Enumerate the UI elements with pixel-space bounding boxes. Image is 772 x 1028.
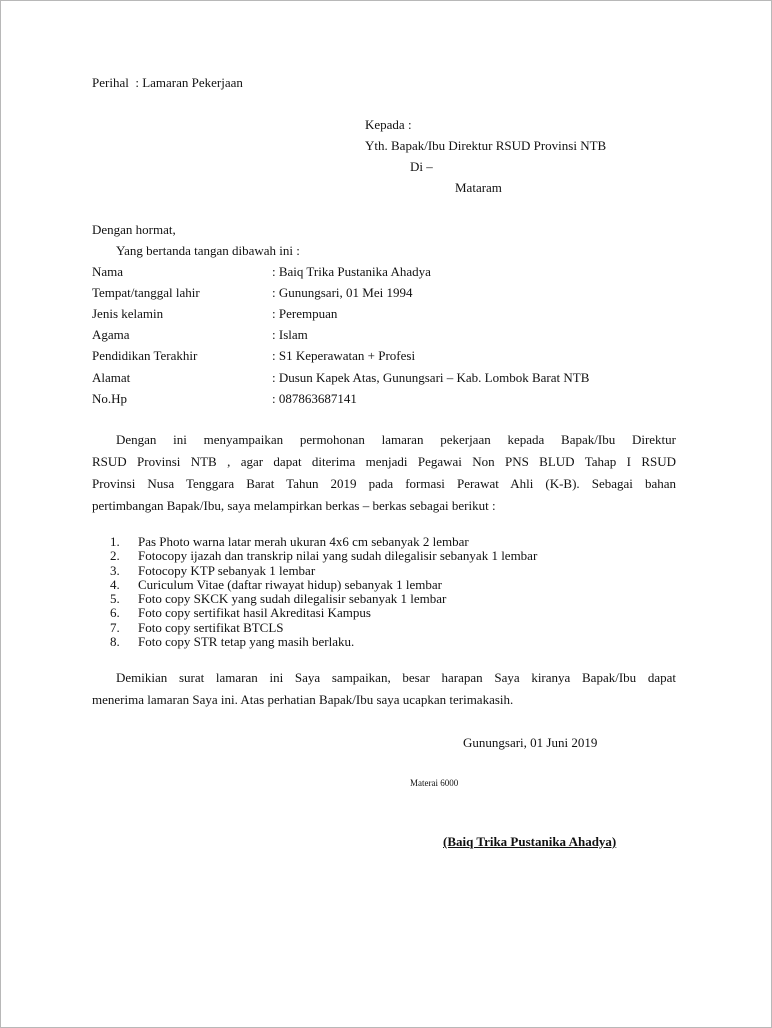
greeting: Dengan hormat, <box>92 222 176 237</box>
subject-value: Lamaran Pekerjaan <box>142 75 243 90</box>
list-item: 8. Foto copy STR tetap yang masih berlaku. <box>110 634 355 650</box>
list-item: 1. Pas Photo warna latar merah ukuran 4x6 cm sebanyak 2 lembar <box>110 534 469 549</box>
list-item: 6. Foto copy sertifikat hasil Akreditasi Kampus <box>110 605 371 621</box>
closing-line: menerima lamaran Saya ini. Atas perhatian Bapak/Ibu saya ucapkan terimakasih. <box>92 692 514 707</box>
field-label-nama: Nama <box>92 264 124 279</box>
intro-line: Yang bertanda tangan dibawah ini : <box>116 243 300 258</box>
recipient-to: Kepada : <box>365 117 412 132</box>
field-value-address: : Dusun Kapek Atas, Gunungsari – Kab. Lombok Barat NTB <box>272 370 590 385</box>
list-item: 5. Foto copy SKCK yang sudah dilegalisir sebanyak 1 lembar <box>110 591 447 607</box>
field-value-ttl: : Gunungsari, 01 Mei 1994 <box>272 285 413 300</box>
place-date: Gunungsari, 01 Juni 2019 <box>463 735 598 750</box>
subject-line <box>92 74 243 91</box>
field-value-religion: : Islam <box>272 327 308 342</box>
field-label-ttl: Tempat/tanggal lahir <box>92 285 200 300</box>
body-paragraph <box>92 429 676 517</box>
list-item: 2. Fotocopy ijazah dan transkrip nilai yang sudah dilegalisir sebanyak 1 lembar <box>110 548 538 564</box>
body-line: RSUD Provinsi NTB , agar dapat diterima menjadi Pegawai Non PNS BLUD Tahap I RSUD <box>92 454 676 469</box>
signature-name: (Baiq Trika Pustanika Ahadya) <box>443 834 617 849</box>
field-value-education: : S1 Keperawatan + Profesi <box>272 348 416 363</box>
attachment-list <box>110 535 537 649</box>
field-label-religion: Agama <box>92 327 130 342</box>
field-label-education: Pendidikan Terakhir <box>92 348 198 363</box>
subject-separator: : <box>135 75 139 90</box>
recipient-name: Yth. Bapak/Ibu Direktur RSUD Provinsi NTB <box>365 138 607 153</box>
list-item: 4. Curiculum Vitae (daftar riwayat hidup) sebanyak 1 lembar <box>110 576 443 592</box>
field-label-phone: No.Hp <box>92 391 128 406</box>
field-value-nama: : Baiq Trika Pustanika Ahadya <box>272 264 431 279</box>
subject-label: Perihal <box>92 75 129 90</box>
closing-paragraph <box>92 667 676 711</box>
body-line: Provinsi Nusa Tenggara Barat Tahun 2019 pada formasi Perawat Ahli (K-B). Sebagai bahan <box>92 476 676 491</box>
field-value-gender: : Perempuan <box>272 306 338 321</box>
field-value-phone: : 087863687141 <box>272 391 357 406</box>
recipient-di: Di – <box>410 159 433 174</box>
closing-line: Demikian surat lamaran ini Saya sampaikan, besar harapan Saya kiranya Bapak/Ibu dapat <box>116 670 676 685</box>
list-item: 7. Foto copy sertifikat BTCLS <box>110 619 284 635</box>
body-line: Dengan ini menyampaikan permohonan lamaran pekerjaan kepada Bapak/Ibu Direktur <box>116 432 676 447</box>
stamp-note: Materai 6000 <box>410 778 459 788</box>
recipient-city: Mataram <box>455 180 502 195</box>
field-label-gender: Jenis kelamin <box>92 306 164 321</box>
field-label-address: Alamat <box>92 370 131 385</box>
list-item: 3. Fotocopy KTP sebanyak 1 lembar <box>110 562 316 578</box>
body-line: pertimbangan Bapak/Ibu, saya melampirkan berkas – berkas sebagai berikut : <box>92 498 496 513</box>
